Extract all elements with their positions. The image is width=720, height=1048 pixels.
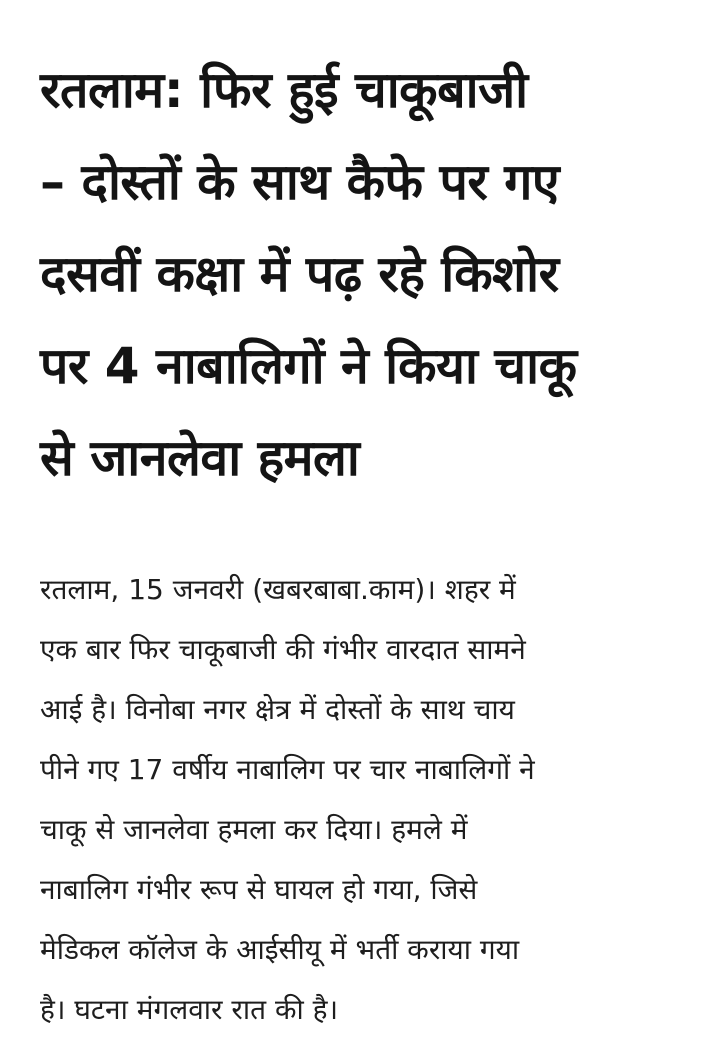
headline-line: पर 4 नाबालिगों ने किया चाकू [40, 337, 577, 395]
headline-line: से जानलेवा हमला [40, 429, 360, 487]
headline [40, 44, 690, 504]
body-line: पीने गए 17 वर्षीय नाबालिग पर चार नाबालिगों ने [40, 753, 535, 786]
headline-line: रतलाम: फिर हुई चाकूबाजी [40, 61, 528, 119]
body-line: है। घटना मंगलवार रात की है। [40, 993, 339, 1026]
body-line: रतलाम, 15 जनवरी (खबरबाबा.काम)। शहर में [40, 573, 516, 606]
article-body [40, 560, 690, 1040]
body-line: चाकू से जानलेवा हमला कर दिया। हमले में [40, 813, 468, 846]
headline-line: – दोस्तों के साथ कैफे पर गए [40, 153, 560, 211]
body-line: एक बार फिर चाकूबाजी की गंभीर वारदात सामने [40, 633, 526, 666]
body-line: नाबालिग गंभीर रूप से घायल हो गया, जिसे [40, 873, 478, 906]
body-line: मेडिकल कॉलेज के आईसीयू में भर्ती कराया गया [40, 933, 520, 966]
body-line: आई है। विनोबा नगर क्षेत्र में दोस्तों के साथ चाय [40, 693, 515, 726]
headline-line: दसवीं कक्षा में पढ़ रहे किशोर [40, 245, 559, 303]
article-header [40, 44, 690, 504]
